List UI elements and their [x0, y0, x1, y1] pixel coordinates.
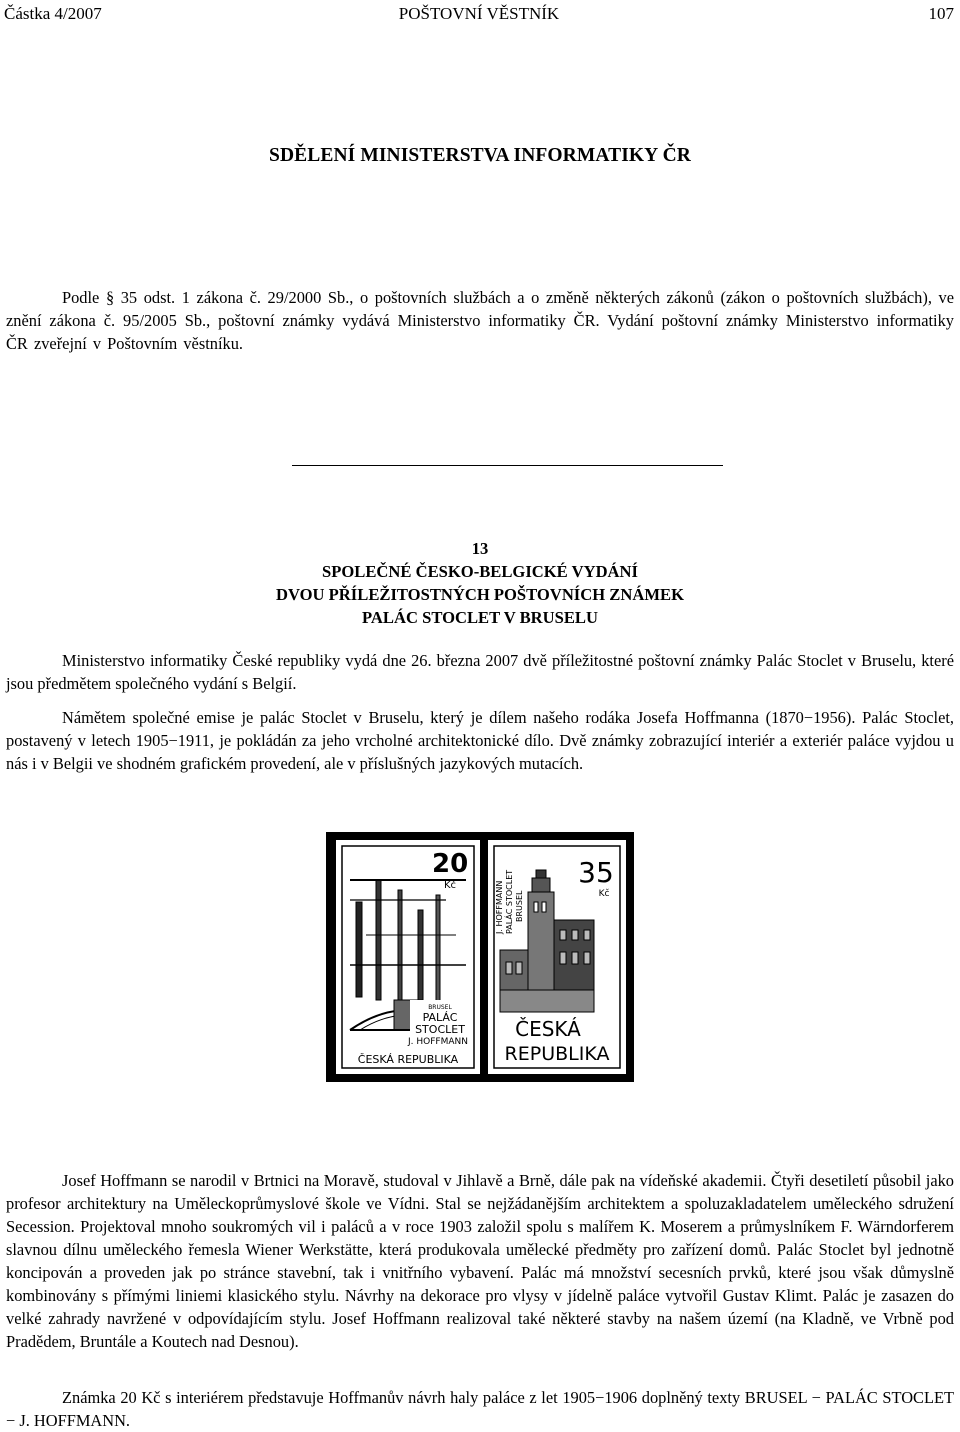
- stamps-illustration: [326, 832, 634, 1082]
- stamp-20-text-hoffmann: J. HOFFMANN: [408, 1037, 468, 1047]
- stamp-35-currency: Kč: [598, 889, 610, 899]
- stamp-35-vertical-brusel: BRUSEL: [515, 890, 524, 922]
- stamp-20-currency: Kč: [444, 880, 457, 891]
- stamp-description-paragraph: Známka 20 Kč s interiérem představuje Hoffmanův návrh haly paláce z let 1905−1906 doplněný texty BRUSEL − PALÁC STOCLET − J. HOFFMANN.: [6, 1388, 954, 1430]
- section-heading-line1: SPOLEČNÉ ČESKO-BELGICKÉ VYDÁNÍ: [322, 562, 638, 581]
- issue-number: Částka 4/2007: [4, 4, 102, 23]
- section-number: 13: [471, 539, 489, 558]
- intro-paragraph: Podle § 35 odst. 1 zákona č. 29/2000 Sb., o poštovních službách a o změně některých zákonů (zákon o poštovních službách), ve znění zákona č. 95/2005 Sb., poštovní známky vydává Ministerstvo informatiky ČR. Vydání poštovní známky Ministerstvo informatiky ČR zveřejní v Poštovním věstníku.: [6, 288, 954, 353]
- stamp-35-country-line2: REPUBLIKA: [504, 1043, 610, 1065]
- stamp-20-text-stoclet: STOCLET: [415, 1023, 465, 1036]
- page-number: 107: [928, 4, 954, 23]
- stamp-35-vertical-hoffmann: J. HOFFMANN: [495, 880, 504, 934]
- stamp-20-value: 20: [432, 849, 469, 879]
- section-separator: [292, 465, 723, 466]
- stamp-20-kc: [336, 840, 480, 1074]
- stamp-35-value: 35: [578, 856, 614, 889]
- stamp-35-vertical-palac: PALÁC STOCLET: [505, 869, 514, 934]
- stamp-35-kc: [488, 840, 626, 1074]
- page-header: [4, 4, 954, 26]
- theme-paragraph: Námětem společné emise je palác Stoclet v Bruselu, který je dílem našeho rodáka Josefa Hoffmanna (1870−1956). Palác Stoclet, postavený v letech 1905−1911, je pokládán za jeho vrcholné architektonické dílo. Dvě známky zobrazující interiér a exteriér paláce vyjdou u nás i v Belgii ve shodném grafickém provedení, ale v příslušných jazykových mutacích.: [6, 708, 954, 773]
- document-title: SDĚLENÍ MINISTERSTVA INFORMATIKY ČR: [269, 145, 691, 166]
- section-heading-line2: DVOU PŘÍLEŽITOSTNÝCH POŠTOVNÍCH ZNÁMEK: [276, 585, 684, 604]
- stamp-20-text-brusel: BRUSEL: [428, 1004, 452, 1011]
- section-heading: [0, 537, 960, 629]
- section-heading-line3: PALÁC STOCLET V BRUSELU: [362, 608, 598, 627]
- stamp-20-country: ČESKÁ REPUBLIKA: [357, 1053, 459, 1066]
- announcement-paragraph: Ministerstvo informatiky České republiky vydá dne 26. března 2007 dvě příležitostné poštovní známky Palác Stoclet v Bruselu, které jsou předmětem společného vydání s Belgií.: [6, 651, 954, 693]
- biography-paragraph: Josef Hoffmann se narodil v Brtnici na Moravě, studoval v Jihlavě a Brně, dále pak na vídeňské akademii. Čtyři desetiletí působil jako profesor architektury na Uměleckoprůmyslové škole ve Vídni. Stal se nejžádanějším architektem a spoluzakladatelem uměleckého sdružení Secession. Projektoval mnoho soukromých vil i paláců a v roce 1903 založil spolu s malířem K. Moserem a průmyslníkem F. Wärndorferem slavnou dílnu uměleckého řemesla Wiener Werkstätte, která produkovala umělecké předměty pro zařízení domů. Palác Stoclet byl jednotně koncipován a proveden jak po stránce stavební, tak i vnitřního vybavení. Palác má množství secesních prvků, které jsou však důmyslně kombinovány s přímými liniemi klasického stylu. Návrhy na dekorace pro vlysy v jídelně paláce vytvořil Gustav Klimt. Palác je zasazen do velké zahrady navržené v odpovídajícím stylu. Josef Hoffmann realizoval také některé stavby na našem území (na Kladně, ve Vrbně pod Pradědem, Bruntále a Koutech nad Desnou).: [6, 1171, 954, 1351]
- stamp-35-country-line1: ČESKÁ: [515, 1017, 581, 1041]
- journal-title: POŠTOVNÍ VĚSTNÍK: [398, 4, 560, 23]
- stamp-20-text-palac: PALÁC: [422, 1011, 458, 1024]
